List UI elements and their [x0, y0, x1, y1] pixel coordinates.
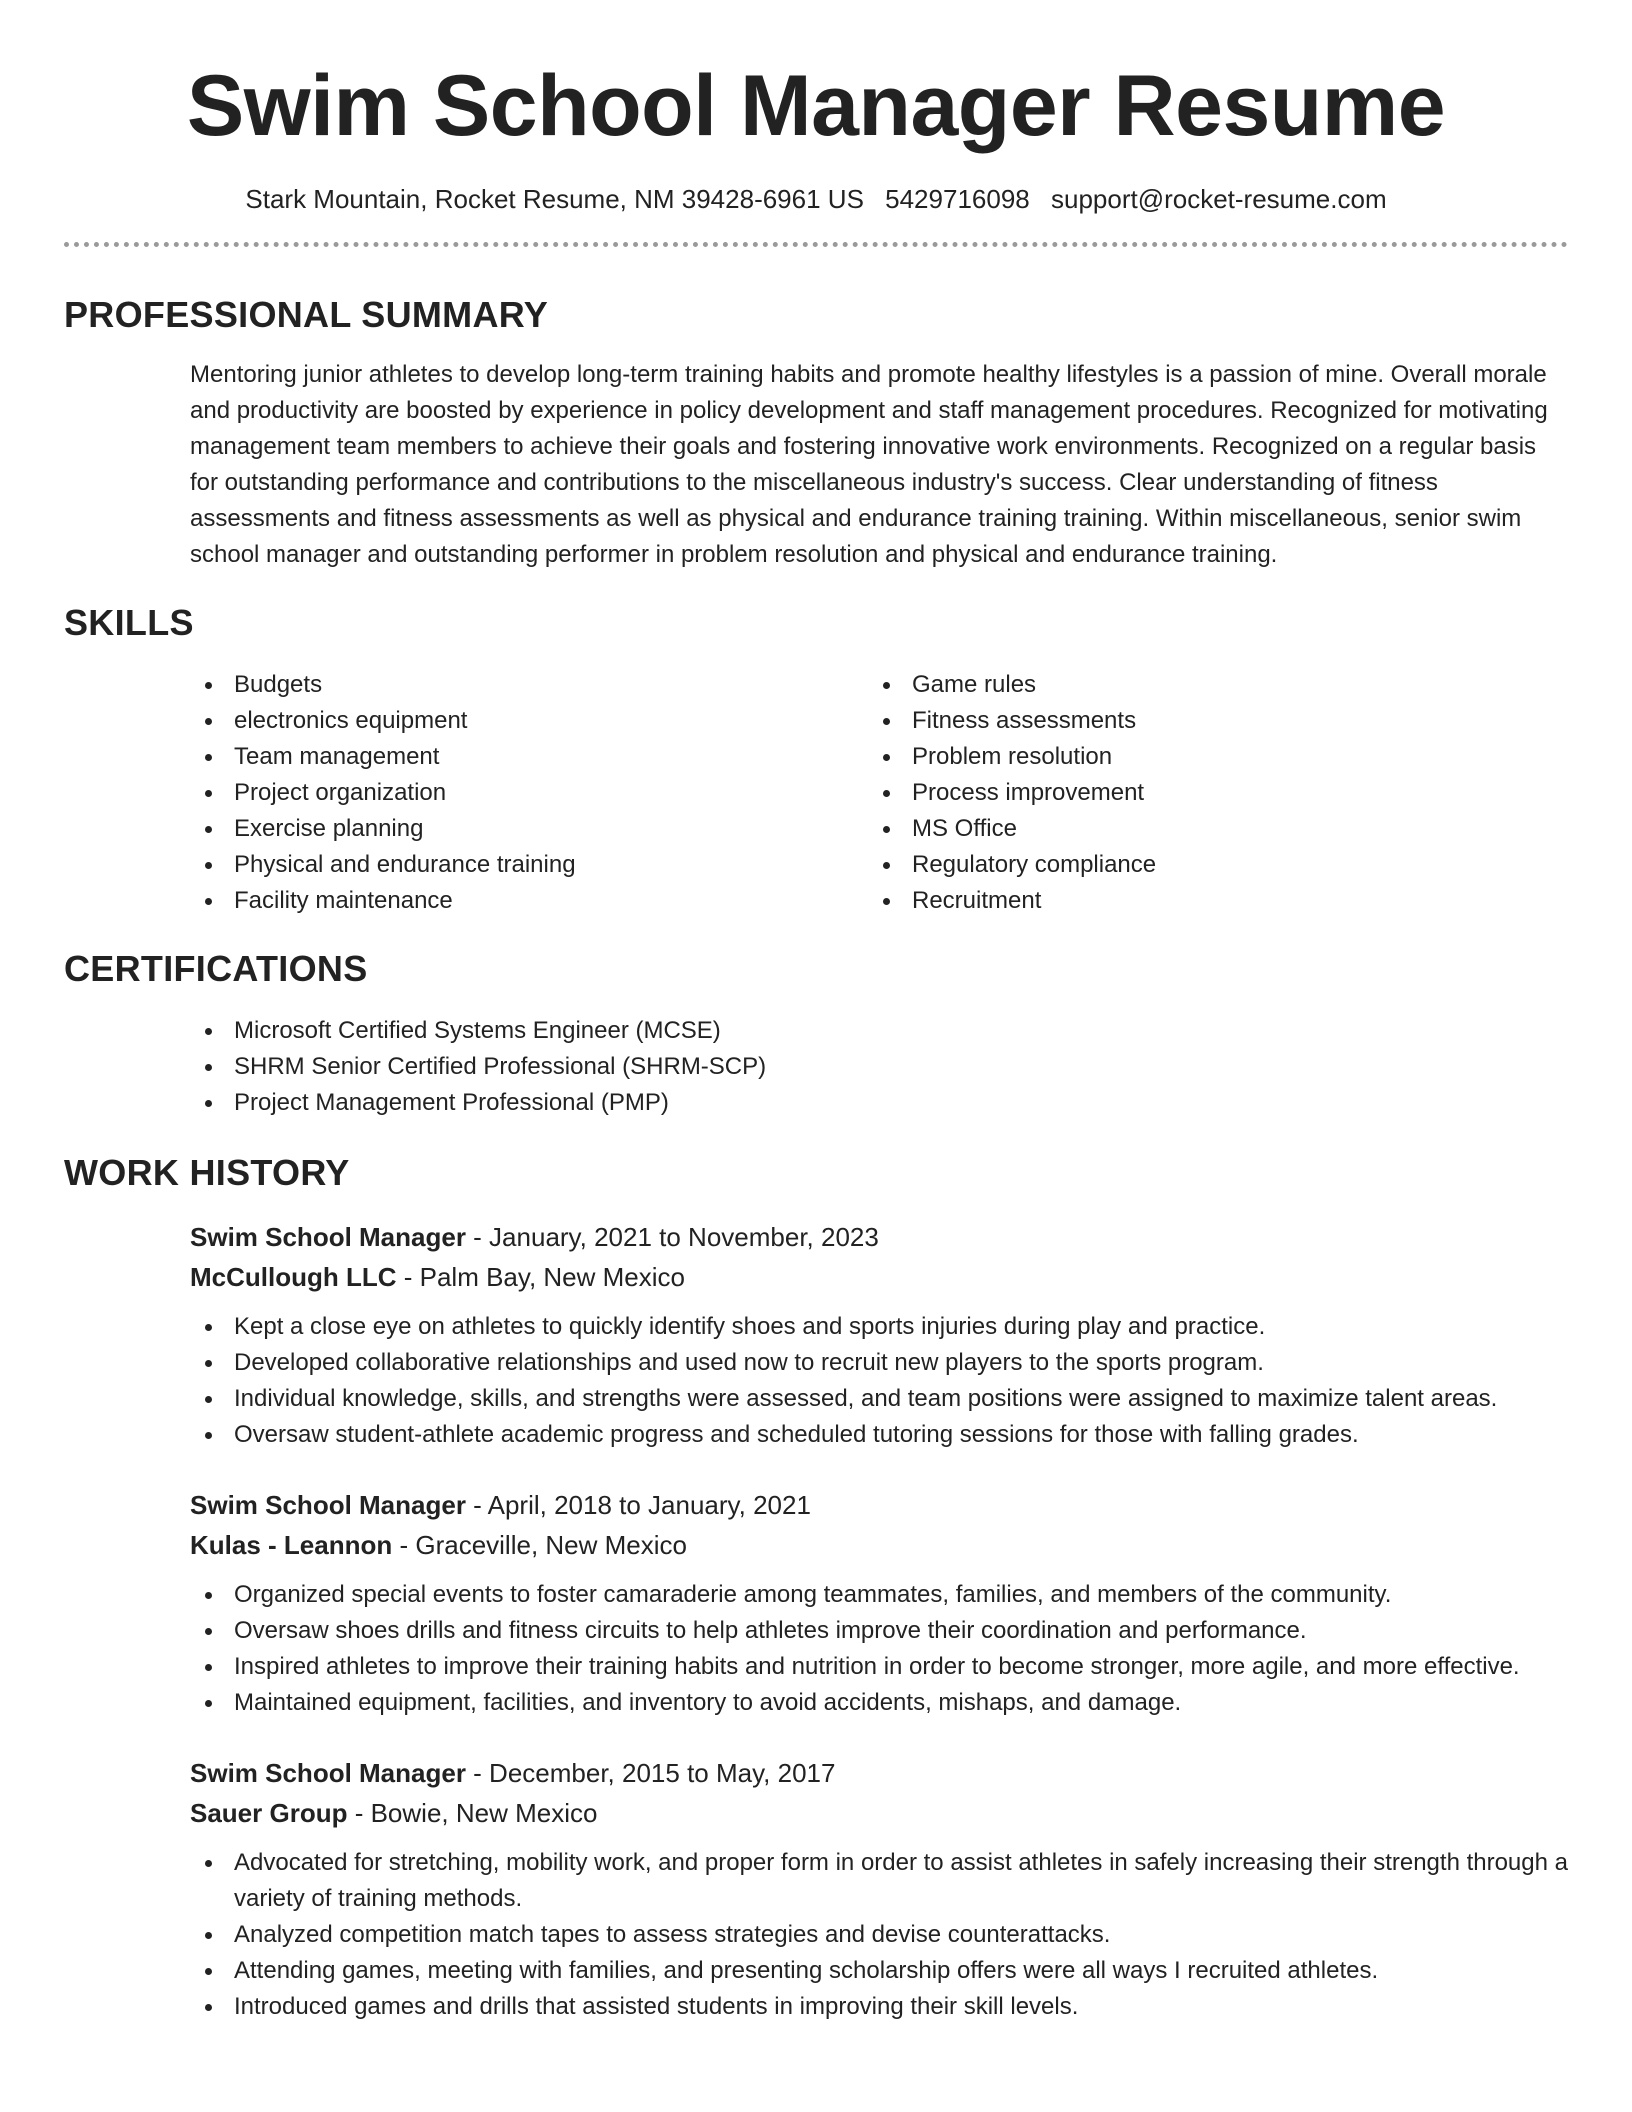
job-bullet: Inspired athletes to improve their training habits and nutrition in order to become stronger, more agile, and more effective.: [190, 1649, 1568, 1685]
skill-item: Regulatory compliance: [868, 847, 1546, 883]
skills-list-right: [868, 667, 1546, 919]
certification-item: Microsoft Certified Systems Engineer (MCSE): [190, 1013, 1568, 1049]
job-dates: - January, 2021 to November, 2023: [465, 1222, 879, 1252]
skill-item: Game rules: [868, 667, 1546, 703]
resume-title: Swim School Manager Resume: [186, 58, 1446, 154]
contact-email: support@rocket-resume.com: [1050, 184, 1387, 214]
job-title-line: [190, 1217, 1568, 1257]
contact-address: Stark Mountain, Rocket Resume, NM 39428-6961 US: [245, 184, 864, 214]
skills-grid: [190, 667, 1568, 919]
job-bullets: [190, 1309, 1568, 1453]
job-bullet: Developed collaborative relationships and used now to recruit new players to the sports program.: [190, 1345, 1568, 1381]
job-company-line: [190, 1793, 1568, 1833]
skill-item: Process improvement: [868, 775, 1546, 811]
job-title-line: [190, 1753, 1568, 1793]
certification-item: Project Management Professional (PMP): [190, 1085, 1568, 1121]
job-dates: - December, 2015 to May, 2017: [465, 1758, 836, 1788]
job-bullet: Oversaw student-athlete academic progress and scheduled tutoring sessions for those with falling grades.: [190, 1417, 1568, 1453]
header-divider: [64, 242, 1568, 247]
skill-item: Physical and endurance training: [190, 847, 868, 883]
skill-item: Problem resolution: [868, 739, 1546, 775]
skills-column-left: [190, 667, 868, 919]
job-title: Swim School Manager: [190, 1758, 466, 1788]
job-bullet: Maintained equipment, facilities, and inventory to avoid accidents, mishaps, and damage.: [190, 1685, 1568, 1721]
job-location: - Palm Bay, New Mexico: [396, 1262, 685, 1292]
job-bullet: Kept a close eye on athletes to quickly identify shoes and sports injuries during play and practice.: [190, 1309, 1568, 1345]
job-company: Kulas - Leannon: [190, 1530, 393, 1560]
job-location: - Bowie, New Mexico: [347, 1798, 598, 1828]
job-bullet: Organized special events to foster camaraderie among teammates, families, and members of the community.: [190, 1577, 1568, 1613]
skill-item: MS Office: [868, 811, 1546, 847]
job-dates: - April, 2018 to January, 2021: [465, 1490, 811, 1520]
summary-text: Mentoring junior athletes to develop long-term training habits and promote healthy lifestyles is a passion of mine. Overall morale and productivity are boosted by experience in policy development and staff management procedures. Recognized for motivating management team members to achieve their goals and fostering innovative work environments. Recognized on a regular basis for outstanding performance and contributions to the miscellaneous industry's success. Clear understanding of fitness assessments and fitness assessments as well as physical and endurance training training. Within miscellaneous, senior swim school manager and outstanding performer in problem resolution and physical and endurance training.: [190, 361, 1548, 568]
summary-heading: PROFESSIONAL SUMMARY: [64, 294, 549, 335]
contact-phone: 5429716098: [885, 184, 1030, 214]
skill-item: Recruitment: [868, 883, 1546, 919]
job-company-line: [190, 1525, 1568, 1565]
job-title: Swim School Manager: [190, 1490, 466, 1520]
job-bullet: Attending games, meeting with families, and presenting scholarship offers were all ways I recruited athletes.: [190, 1953, 1568, 1989]
skill-item: Exercise planning: [190, 811, 868, 847]
certifications-heading: CERTIFICATIONS: [64, 948, 368, 989]
job-bullet: Oversaw shoes drills and fitness circuits to help athletes improve their coordination and performance.: [190, 1613, 1568, 1649]
job-location: - Graceville, New Mexico: [392, 1530, 687, 1560]
job-bullet: Introduced games and drills that assisted students in improving their skill levels.: [190, 1989, 1568, 2025]
job-title: Swim School Manager: [190, 1222, 466, 1252]
job-bullet: Advocated for stretching, mobility work, and proper form in order to assist athletes in safely increasing their strength through a variety of training methods.: [190, 1845, 1568, 1917]
job-entry: [190, 1753, 1568, 2025]
job-entry: [190, 1217, 1568, 1453]
job-bullet: Individual knowledge, skills, and strengths were assessed, and team positions were assigned to maximize talent areas.: [190, 1381, 1568, 1417]
contact-line: [64, 182, 1568, 216]
skill-item: Fitness assessments: [868, 703, 1546, 739]
job-title-line: [190, 1485, 1568, 1525]
skills-column-right: [868, 667, 1546, 919]
skill-item: Project organization: [190, 775, 868, 811]
skills-heading: SKILLS: [64, 602, 194, 643]
skill-item: Budgets: [190, 667, 868, 703]
certifications-list: [190, 1013, 1568, 1121]
job-bullets: [190, 1577, 1568, 1721]
certification-item: SHRM Senior Certified Professional (SHRM-SCP): [190, 1049, 1568, 1085]
job-company: Sauer Group: [190, 1798, 348, 1828]
skill-item: electronics equipment: [190, 703, 868, 739]
job-entry: [190, 1485, 1568, 1721]
job-bullet: Analyzed competition match tapes to assess strategies and devise counterattacks.: [190, 1917, 1568, 1953]
skill-item: Facility maintenance: [190, 883, 868, 919]
job-company: McCullough LLC: [190, 1262, 397, 1292]
work-history-heading: WORK HISTORY: [64, 1152, 350, 1193]
job-company-line: [190, 1257, 1568, 1297]
skill-item: Team management: [190, 739, 868, 775]
job-bullets: [190, 1845, 1568, 2025]
skills-list-left: [190, 667, 868, 919]
